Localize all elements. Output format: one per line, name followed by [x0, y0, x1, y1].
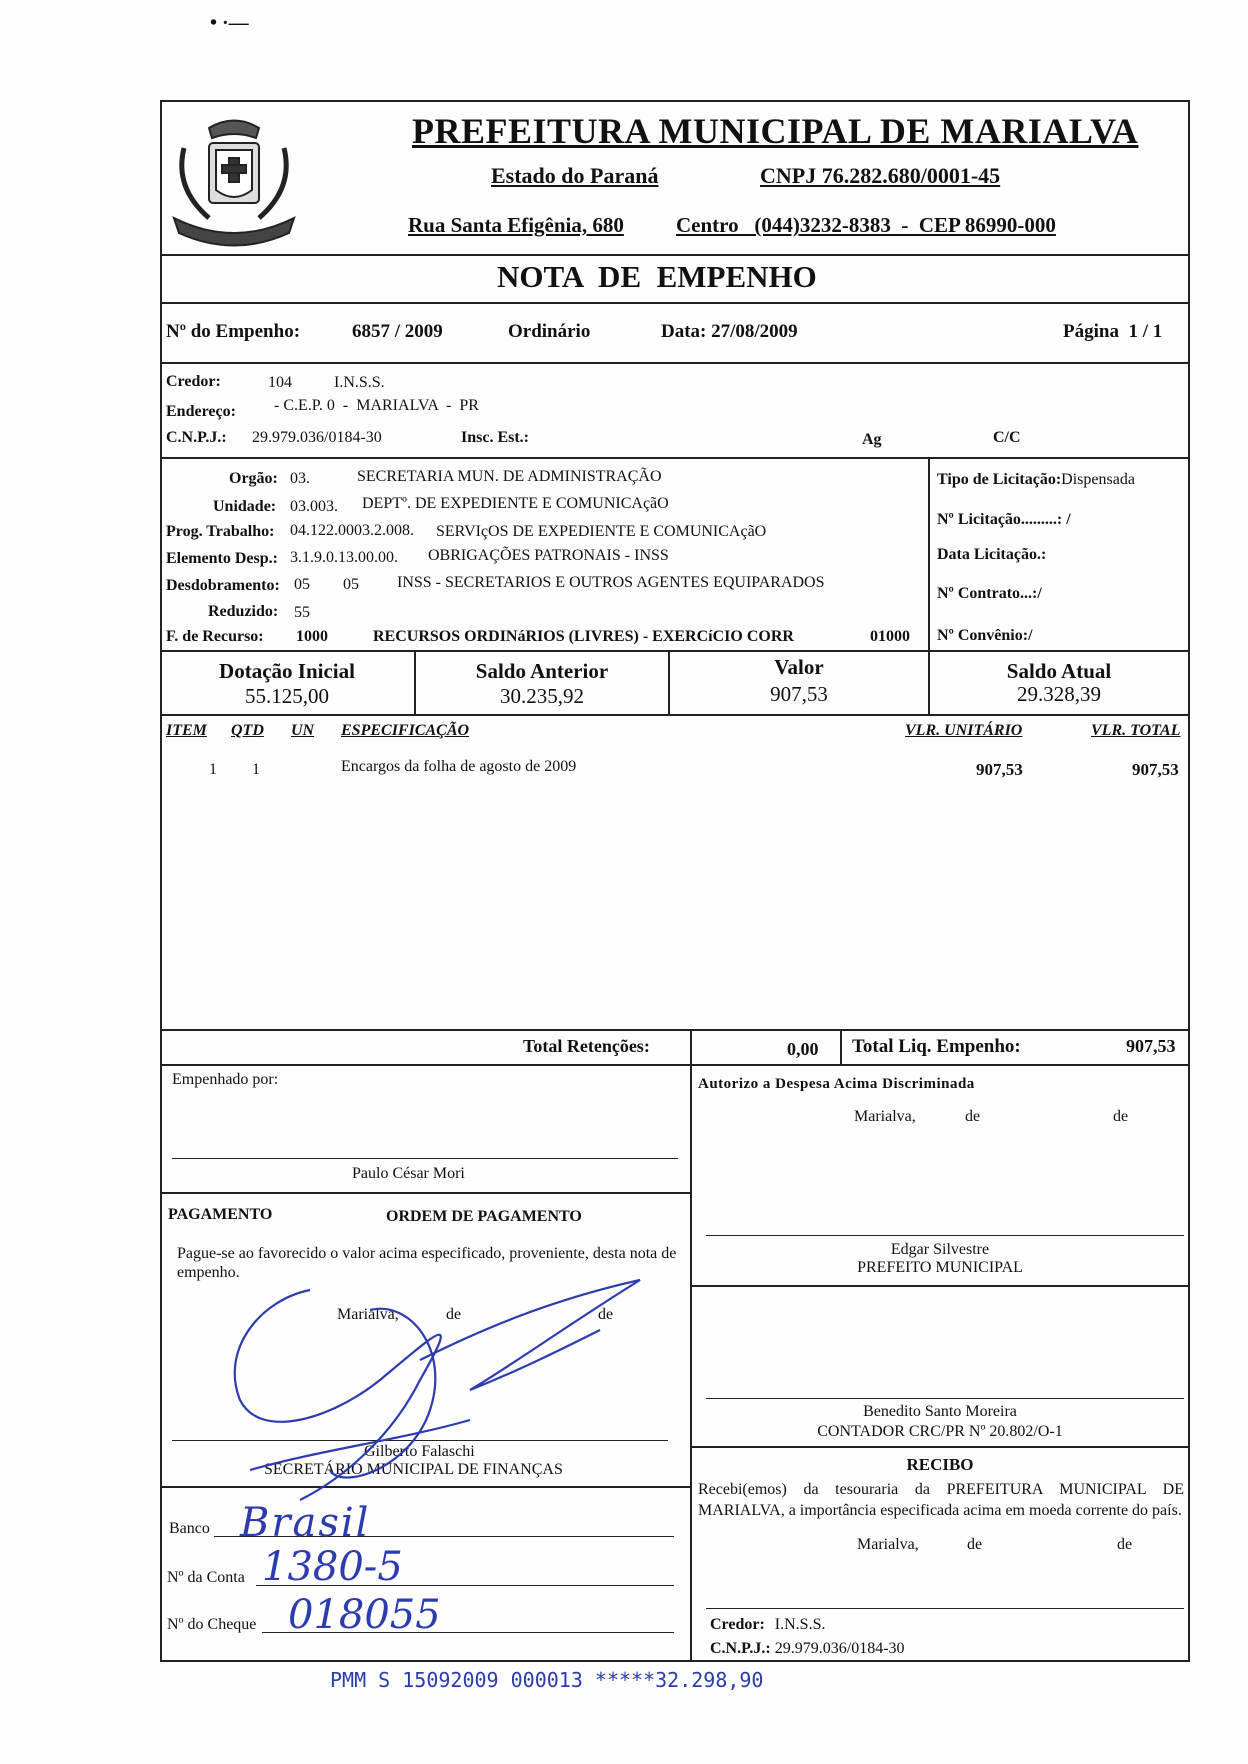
- banco-label: Banco: [169, 1520, 210, 1537]
- row-item: 1: [209, 761, 217, 778]
- scan-marks: • ·‒‒: [210, 12, 249, 34]
- licitacao-number: Nº Licitação.........: /: [937, 511, 1071, 528]
- pagamento-de2: de: [598, 1306, 614, 1323]
- cheque-value: 018055: [288, 1592, 441, 1638]
- prefeito-role: PREFEITO MUNICIPAL: [857, 1259, 1023, 1276]
- total-retencoes-value: 0,00: [787, 1039, 819, 1059]
- empenhado-name: Paulo César Mori: [352, 1165, 465, 1182]
- row-qtd: 1: [252, 761, 260, 778]
- empenho-type: Ordinário: [508, 321, 591, 342]
- row-valor-total: 907,53: [1132, 760, 1179, 779]
- empenho-label: Nº do Empenho:: [166, 321, 301, 342]
- municipality-title: PREFEITURA MUNICIPAL DE MARIALVA: [412, 111, 1139, 151]
- saldo-anterior-label: Saldo Anterior: [475, 659, 609, 683]
- prog-code: 04.122.0003.2.008.: [290, 522, 414, 539]
- recurso-label: F. de Recurso:: [166, 628, 264, 645]
- licitacao-type-value: Dispensada: [1061, 471, 1135, 488]
- saldo-atual-label: Saldo Atual: [1006, 659, 1112, 683]
- recibo-cnpj-label: C.N.P.J.:: [710, 1640, 771, 1657]
- col-un: UN: [291, 722, 315, 739]
- recibo-city: Marialva,: [857, 1536, 919, 1553]
- recibo-credor-value: I.N.S.S.: [774, 1616, 826, 1633]
- prog-label: Prog. Trabalho:: [166, 523, 275, 540]
- dotacao-value: 55.125,00: [245, 684, 329, 708]
- dotacao-label: Dotação Inicial: [219, 659, 355, 683]
- convenio-number: Nº Convênio:/: [937, 627, 1033, 644]
- pagamento-de1: de: [446, 1306, 462, 1323]
- address: Rua Santa Efigênia, 680: [408, 213, 624, 237]
- ordem-pagamento-label: ORDEM DE PAGAMENTO: [386, 1208, 582, 1225]
- contract-number: Nº Contrato...:/: [937, 585, 1042, 602]
- pagamento-city: Marialva,: [337, 1306, 399, 1323]
- recibo-credor-label: Credor:: [710, 1616, 765, 1633]
- saldo-atual-value: 29.328,39: [1017, 682, 1101, 706]
- pagamento-text: Pague-se ao favorecido o valor acima especificado, proveniente, desta nota de empenho.: [177, 1245, 677, 1281]
- unidade-name: DEPTº. DE EXPEDIENTE E COMUNICAçãO: [362, 495, 669, 512]
- agency-label: Ag: [862, 431, 882, 448]
- col-item: ITEM: [166, 722, 207, 739]
- desdobramento-name: INSS - SECRETARIOS E OUTROS AGENTES EQUIPARADOS: [397, 574, 825, 591]
- valor-label: Valor: [774, 655, 824, 679]
- secretario-name: Gilberto Falaschi: [364, 1443, 475, 1460]
- elemento-code: 3.1.9.0.13.00.00.: [290, 549, 398, 566]
- recurso-name: RECURSOS ORDINáRIOS (LIVRES) - EXERCíCIO CORR: [373, 628, 794, 645]
- contador-name: Benedito Santo Moreira: [863, 1403, 1017, 1420]
- contador-role: CONTADOR CRC/PR Nº 20.802/O-1: [817, 1423, 1063, 1440]
- page-number: Página 1 / 1: [1063, 321, 1163, 342]
- recibo-cnpj-value: 29.979.036/0184-30: [774, 1640, 905, 1657]
- recibo-de1: de: [967, 1536, 983, 1553]
- elemento-label: Elemento Desp.:: [166, 550, 278, 567]
- secretario-role: SECRETÁRIO MUNICIPAL DE FINANÇAS: [264, 1461, 563, 1478]
- pagamento-label: PAGAMENTO: [168, 1206, 273, 1223]
- row-especificacao: Encargos da folha de agosto de 2009: [341, 758, 577, 775]
- total-liquido-value: 907,53: [1126, 1036, 1176, 1056]
- contact-line: Centro (044)3232-8383 - CEP 86990-000: [676, 213, 1056, 237]
- total-liquido-label: Total Liq. Empenho:: [852, 1036, 1021, 1057]
- cnpj-label: C.N.P.J.:: [166, 429, 227, 446]
- orgao-name: SECRETARIA MUN. DE ADMINISTRAÇÃO: [357, 468, 662, 485]
- conta-value: 1380-5: [262, 1544, 403, 1590]
- autorizo-de1: de: [965, 1108, 981, 1125]
- reduzido-value: 55: [294, 604, 310, 621]
- empenho-date: Data: 27/08/2009: [661, 321, 798, 342]
- orgao-code: 03.: [290, 470, 310, 487]
- bank-stamp: PMM S 15092009 000013 *****32.298,90: [330, 1668, 764, 1692]
- prefeito-name: Edgar Silvestre: [890, 1241, 990, 1258]
- recurso-number: 01000: [870, 628, 910, 645]
- orgao-label: Orgão:: [229, 470, 278, 487]
- insc-est-label: Insc. Est.:: [461, 429, 530, 446]
- credor-label: Credor:: [166, 373, 221, 390]
- recibo-de2: de: [1117, 1536, 1133, 1553]
- recibo-title: RECIBO: [906, 1455, 974, 1474]
- conta-label: Nº da Conta: [167, 1569, 245, 1586]
- col-valor-total: VLR. TOTAL: [1091, 722, 1181, 739]
- saldo-anterior-value: 30.235,92: [500, 684, 584, 708]
- reduzido-label: Reduzido:: [208, 603, 279, 620]
- cnpj-value: 29.979.036/0184-30: [252, 429, 382, 446]
- total-retencoes-label: Total Retenções:: [523, 1036, 650, 1056]
- elemento-name: OBRIGAÇÕES PATRONAIS - INSS: [428, 547, 669, 564]
- cheque-label: Nº do Cheque: [167, 1616, 257, 1633]
- endereco-value: - C.E.P. 0 - MARIALVA - PR: [274, 397, 479, 414]
- municipality-cnpj: CNPJ 76.282.680/0001-45: [760, 163, 1001, 188]
- autorizo-label: Autorizo a Despesa Acima Discriminada: [698, 1076, 975, 1092]
- recurso-code: 1000: [296, 628, 328, 645]
- desdobramento-a: 05: [294, 576, 310, 593]
- col-valor-unitario: VLR. UNITÁRIO: [905, 722, 1023, 739]
- coat-of-arms-logo: [164, 108, 304, 256]
- autorizo-city: Marialva,: [854, 1108, 916, 1125]
- credor-code: 104: [268, 374, 292, 391]
- row-valor-unitario: 907,53: [976, 760, 1023, 779]
- state-label: Estado do Paraná: [491, 163, 659, 188]
- credor-name: I.N.S.S.: [334, 374, 385, 391]
- autorizo-de2: de: [1113, 1108, 1129, 1125]
- account-label: C/C: [993, 429, 1021, 446]
- recibo-text: Recebi(emos) da tesouraria da PREFEITURA MUNICIPAL DE MARIALVA, a importância especificada acima em moeda corrente do país.: [698, 1481, 1184, 1519]
- desdobramento-b: 05: [343, 576, 359, 593]
- desdobramento-label: Desdobramento:: [166, 577, 280, 594]
- licitacao-type: [937, 471, 1135, 489]
- empenho-number: 6857 / 2009: [352, 321, 443, 342]
- document-title: NOTA DE EMPENHO: [497, 259, 817, 294]
- banco-value: Brasil: [240, 1500, 371, 1546]
- endereco-label: Endereço:: [166, 403, 236, 420]
- recibo-credor: [710, 1616, 825, 1634]
- unidade-label: Unidade:: [213, 498, 277, 515]
- empenhado-label: Empenhado por:: [172, 1071, 279, 1088]
- col-qtd: QTD: [231, 722, 264, 739]
- prog-name: SERVIçOS DE EXPEDIENTE E COMUNICAçãO: [436, 523, 767, 540]
- licitacao-type-label: Tipo de Licitação:: [937, 471, 1062, 488]
- unidade-code: 03.003.: [290, 498, 338, 515]
- handwritten-signature: [220, 1270, 660, 1510]
- valor-value: 907,53: [770, 682, 828, 706]
- licitacao-date: Data Licitação.:: [937, 546, 1047, 563]
- recibo-cnpj: [710, 1640, 905, 1658]
- col-especificacao: ESPECIFICAÇÃO: [341, 722, 470, 739]
